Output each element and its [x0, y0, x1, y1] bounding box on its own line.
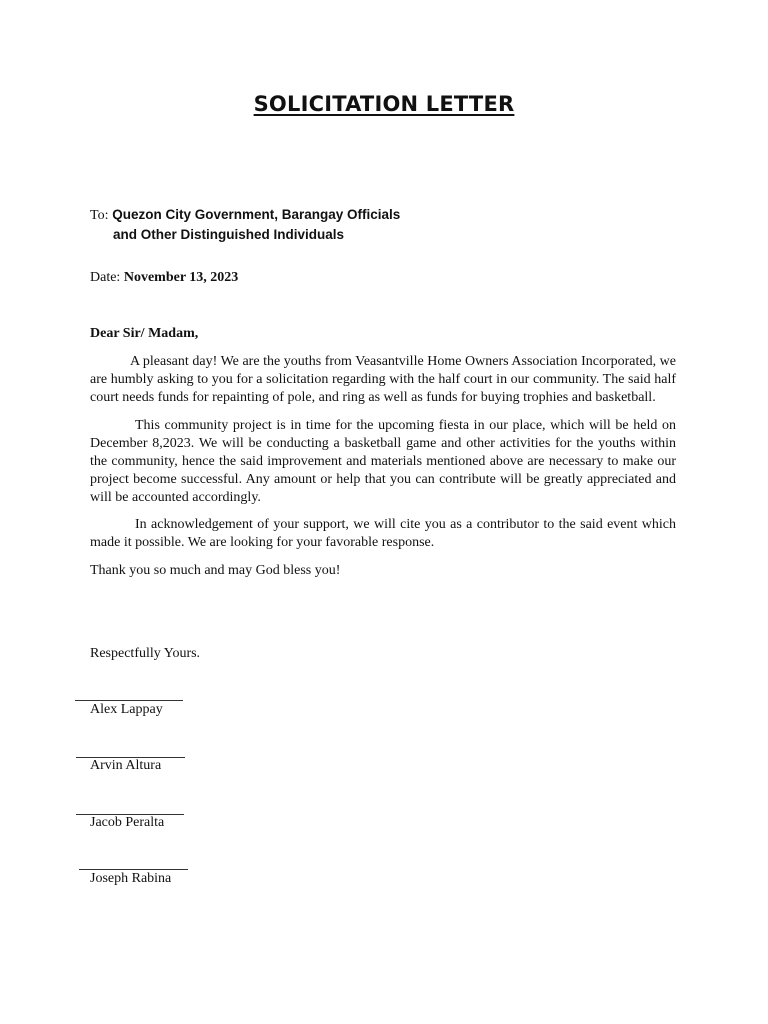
body-paragraph-4: Thank you so much and may God bless you!: [90, 563, 341, 578]
date-line: [90, 270, 238, 286]
recipient-line-2: and Other Distinguished Individuals: [113, 227, 345, 242]
signatory-name: Joseph Rabina: [90, 871, 172, 886]
signatory-name: Alex Lappay: [90, 702, 163, 717]
body-paragraph-2: This community project is in time for the upcoming fiesta in our place, which will be held on December 8,2023. We will be conducting a basketball game and other activities for the youths within the community, hence the said improvement and materials mentioned above are necessary to make our project become successful. Any amount or help that you can contribute will be greatly appreciated and will be accounted accordingly.: [90, 418, 676, 505]
body-paragraph-3: In acknowledgement of your support, we will cite you as a contributor to the said event which made it possible. We are looking for your favorable response.: [90, 517, 676, 550]
body-paragraph-1: A pleasant day! We are the youths from Veasantville Home Owners Association Incorporated, we are humbly asking to you for a solicitation regarding with the half court in our community. The said half court needs funds for repainting of pole, and ring as well as funds for buying trophies and basketball.: [90, 354, 676, 405]
date-label: Date:: [90, 270, 121, 285]
letter-title: SOLICITATION LETTER: [253, 92, 515, 116]
recipient-line-1: Quezon City Government, Barangay Officials: [112, 207, 401, 222]
date-value: November 13, 2023: [123, 270, 239, 285]
signature-line: [79, 869, 188, 870]
signatory-name: Jacob Peralta: [90, 815, 165, 830]
signature-line: [75, 700, 183, 701]
salutation: Dear Sir/ Madam,: [90, 326, 199, 341]
closing: Respectfully Yours.: [90, 646, 201, 661]
recipient-block: [90, 205, 400, 244]
to-label: To:: [90, 208, 109, 223]
signatory-name: Arvin Altura: [90, 758, 162, 773]
